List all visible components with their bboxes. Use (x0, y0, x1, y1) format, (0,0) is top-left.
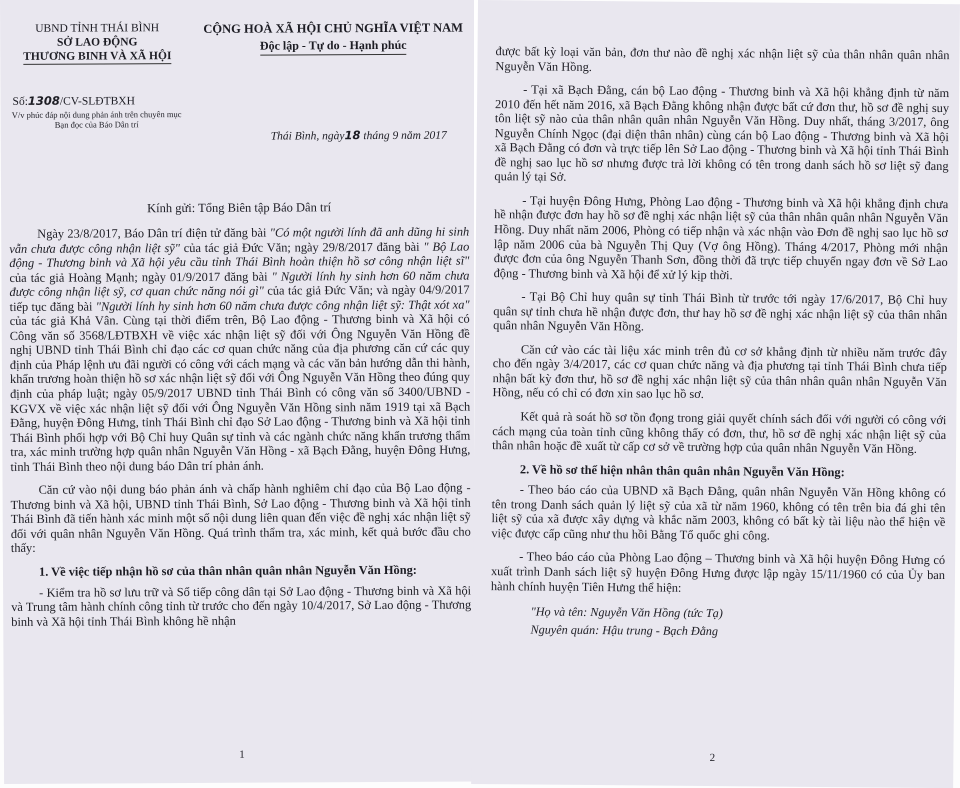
handwritten-day: 18 (344, 128, 361, 143)
paragraph-commune: - Tại xã Bạch Đằng, cán bộ Lao động - Thương binh và Xã hội khẳng định từ năm 2010 đến hết năm 2016, xã Bạch Đằng không nhận được bất cứ đơn thư, hồ sơ đề nghị suy tôn liệt sỹ nào của thân nhân quân nhân Nguyễn Văn Hồng. Duy nhất, tháng 3/2017, ông Nguyễn Chính Ngọc (đại diện thân nhân) cùng cán bộ Lao động - Thương binh và Xã hội xã Bạch Đằng có đơn và trực tiếp lên Sở Lao động - Thương binh và Xã hội tỉnh Thái Bình đề nghị sao lục hồ sơ nhưng được trả lời không có tên trong danh sách hồ sơ liệt sỹ đang quản lý tại Sở. (494, 82, 950, 185)
page-number: 1 (239, 748, 245, 761)
issuing-agency (8, 21, 186, 64)
paragraph-district-report: - Theo báo cáo của Phòng Lao động – Thương binh và Xã hội huyện Đông Hưng có xuất trình Danh sách liệt sỹ huyện Đông Hưng được lập ngày 15/11/1960 có của Ủy ban hành chính huyện Tiên Hưng thể hiện: (490, 549, 946, 595)
national-header (188, 19, 478, 56)
paragraph-1: Ngày 23/8/2017, Báo Dân trí điện tử đăng bài "Có một người lính đã anh dũng hi sinh vẫn chưa được công nhận liệt sỹ" của tác giả Đức Văn; ngày 29/8/2017 đăng bài " Bộ Lao động - Thương binh và Xã hội yêu cầu tỉnh Thái Bình hoàn thiện hồ sơ công nhận liệt sĩ" của tác giả Hoàng Mạnh; ngày 01/9/2017 đăng bài " Người lính hy sinh hơn 60 năm chưa được công nhận liệt sỹ, cơ quan chức năng nói gì" của tác giả Đức Văn; và ngày 04/9/2017 tiếp tục đăng bài "Người lính hy sinh hơn 60 năm chưa được công nhận liệt sỹ: Thật xót xa" của tác giả Khả Vân. Cùng tại thời điểm trên, Bộ Lao động - Thương binh và Xã hội có Công văn số 3568/LĐTBXH về việc xác nhận liệt sỹ đối với Ông Nguyễn Văn Hồng đề nghị UBND tỉnh Thái Bình chỉ đạo các cơ quan chức năng của địa phương căn cứ các quy định của Pháp lệnh ưu đãi người có công với cách mạng và các văn bản hướng dẫn thi hành, khẩn trương hoàn thiện hồ sơ xác nhận liệt sỹ đối với Ông Nguyễn Văn Hồng theo đúng quy định của pháp luật; ngày 05/9/2017 UBND tỉnh Thái Bình có công văn số 3400/UBND - KGVX về việc xác nhận liệt sỹ đối với Ông Nguyễn Văn Hồng sinh năm 1919 tại xã Bạch Đằng, huyện Đông Hưng, tỉnh Thái Bình chỉ đạo Sở Lao động - Thương binh và Xã hội tỉnh Thái Bình phối hợp với Bộ Chỉ huy Quân sự tỉnh và các ngành chức năng khẩn trương thẩm tra, xác minh trường hợp quân nhân Nguyễn Văn Hồng - xã Bạch Đằng, huyện Đông Hưng, tỉnh Thái Bình theo nội dung báo Dân trí phản ánh. (9, 224, 471, 474)
page-number: 2 (709, 752, 716, 765)
document-page-2 (471, 0, 960, 788)
paragraph-conclusion: Căn cứ vào các tài liệu xác minh trên đủ cơ sở khẳng định từ nhiều năm trước đây cho đến ngày 3/4/2017, các cơ quan chức năng và địa phương tại tỉnh Thái Bình chưa tiếp nhận bất kỳ đơn thư, hồ sơ đề nghị xác nhận liệt sỹ của thân nhân quân nhân Nguyễn Văn Hồng, nếu có chỉ có đơn xin sao lục hồ sơ. (492, 342, 947, 402)
paragraph-commune-report: - Theo báo cáo của UBND xã Bạch Đằng, quân nhân Nguyễn Văn Hồng không có tên trong Danh sách quản lý liệt sỹ của xã từ năm 1960, không có tên trên bia đá ghi tên liệt sỹ của xã được xây dựng và khắc năm 2003, không có bất kỳ tài liệu nào thể hiện về việc được cấp cũng như thu hồi Bằng Tổ quốc ghi công. (491, 482, 946, 543)
paragraph-military: - Tại Bộ Chỉ huy quân sự tỉnh Thái Bình từ trước tới ngày 17/6/2017, Bộ Chỉ huy quân sự tỉnh chưa hề nhận được đơn, thư hay hồ sơ đề nghị xác nhận liệt sỹ của thân nhân quân nhân Nguyễn Văn Hồng. (493, 289, 948, 334)
quote-line-1: "Họ và tên: Nguyễn Văn Hồng (tức Tạ) (530, 604, 723, 621)
handwritten-number: 1308 (27, 93, 60, 108)
document-page-1 (0, 0, 480, 784)
paragraph-review: Kết quả rà soát hồ sơ tồn đọng trong giải quyết chính sách đối với người có công với cách mạng của toàn tỉnh cũng không thấy có đơn, thư, hồ sơ đề nghị xác nhận liệt sỹ của thân nhân hoặc đề xuất từ cấp cơ sở về trường hợp của quân nhân Nguyễn Văn Hồng. (492, 409, 947, 456)
paragraph-district: - Tại huyện Đông Hưng, Phòng Lao động - Thương binh và Xã hội khẳng định chưa hề nhận được đơn hay hồ sơ đề nghị xác nhận liệt sỹ của thân nhân quân nhân Nguyễn Văn Hồng. Duy nhất năm 2006, Phòng có tiếp nhận và xác nhận vào Đơn đề nghị sao lục hồ sơ lập năm 2006 của bà Nguyễn Thị Quy (Vợ ông Hồng). Tháng 4/2017, Phòng mới nhận được đơn của ông Nguyễn Thanh Sơn, đồng thời đã trực tiếp chuyển ngay đơn về Sở Lao động - Thương binh và Xã hội để xử lý kịp thời. (493, 193, 949, 282)
document-date: Thái Bình, ngày18 tháng 9 năm 2017 (270, 128, 447, 143)
document-subject: V/v phúc đáp nội dung phản ánh trên chuyên mục Bạn đọc của Báo Dân trí (11, 109, 182, 130)
agency-line-1: UBND TỈNH THÁI BÌNH (35, 22, 160, 35)
agency-line-3: THƯƠNG BINH VÀ XÃ HỘI (23, 50, 172, 63)
agency-line-2: SỞ LAO ĐỘNG (56, 36, 138, 49)
paragraph-2: Căn cứ vào nội dung báo phản ánh và chấp hành nghiêm chỉ đạo của Bộ Lao động - Thương binh và Xã hội, UBND tỉnh Thái Bình, Sở Lao động - Thương binh và Xã hội tỉnh Thái Bình đã tiến hành xác minh một số nội dung liên quan đến việc đề nghị xác nhận liệt sỹ đối với quân nhân Nguyễn Văn Hồng. Quá trình thẩm tra, xác minh, kết quả bước đầu cho thấy: (10, 480, 471, 556)
section-heading-1: 1. Về việc tiếp nhận hồ sơ của thân nhân quân nhân Nguyễn Văn Hồng: (38, 562, 417, 579)
motto: Độc lập - Tự do - Hạnh phúc (260, 38, 407, 56)
country-name: CỘNG HOÀ XÃ HỘI CHỦ NGHĨA VIỆT NAM (203, 20, 463, 36)
document-header (8, 20, 469, 144)
paragraph-3: - Kiểm tra hồ sơ lưu trữ và Sổ tiếp công dân tại Sở Lao động - Thương binh và Xã hội và Trung tâm hành chính công tỉnh từ trước cho đến ngày 10/4/2017, Sở Lao động - Thương binh và Xã hội tỉnh Thái Bình không hề nhận (11, 583, 472, 629)
document-number: Số:1308/CV-SLĐTBXH (12, 93, 135, 108)
greeting: Kính gửi: Tổng Biên tập Báo Dân trí (147, 200, 332, 216)
continuation-text: được bất kỳ loại văn bản, đơn thư nào đề nghị xác nhận liệt sỹ của thân nhân quân nhân Nguyễn Văn Hồng. (495, 44, 950, 74)
section-heading-2: 2. Về hồ sơ thể hiện nhân thân quân nhân Nguyễn Văn Hồng: (519, 462, 845, 479)
quote-line-2: Nguyên quán: Hậu trung - Bạch Đằng (530, 622, 719, 639)
